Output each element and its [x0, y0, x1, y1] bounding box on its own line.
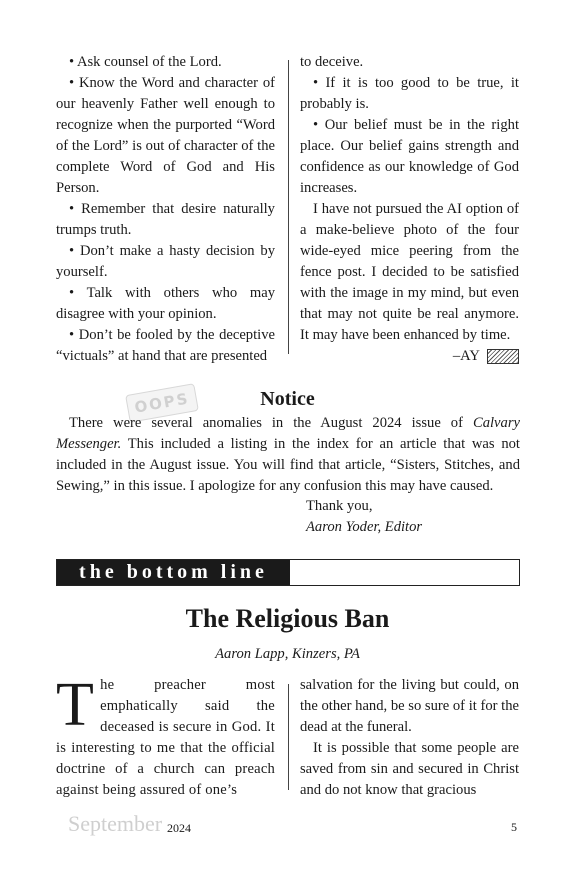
- page-number: 5: [511, 820, 517, 834]
- bullet-text: • Don’t be fooled by the deceptive “victuals” at hand that are presented: [56, 327, 275, 364]
- bullet-text: • Know the Word and character of our heavenly Father well enough to recognize when the purported “Word of the Lord” is out of character of the complete Word of God and His Person.: [56, 75, 275, 196]
- article-right-column: [300, 675, 519, 801]
- notice-title: Notice: [260, 388, 315, 410]
- section-banner-label: the bottom line: [57, 560, 290, 585]
- signature: –AY: [452, 348, 480, 364]
- paragraph: It is possible that some people are saved from sin and secured in Christ and do not know that gracious: [300, 740, 519, 798]
- paragraph: salvation for the living but could, on the other hand, be so sure of it for the dead at the funeral.: [300, 677, 519, 735]
- top-left-column: [56, 52, 275, 367]
- article-byline: Aaron Lapp, Kinzers, PA: [215, 646, 360, 662]
- oops-stamp: OOPS: [125, 383, 199, 423]
- list-item: [56, 325, 275, 367]
- bullet-text: • Talk with others who may disagree with your opinion.: [56, 285, 275, 322]
- list-item: [56, 199, 275, 241]
- article-left-column: [56, 671, 275, 801]
- list-item: [300, 73, 519, 115]
- footer-month: September: [68, 811, 163, 836]
- drop-cap: T: [56, 671, 95, 739]
- editor-signature: Aaron Yoder, Editor: [306, 519, 423, 535]
- list-item: [300, 115, 519, 199]
- bullet-text: • Ask counsel of the Lord.: [69, 54, 222, 70]
- footer-year: 2024: [167, 821, 191, 835]
- column-divider: [288, 60, 289, 354]
- publication-name: Calvary Messenger.: [56, 415, 520, 452]
- top-right-column: [300, 52, 519, 367]
- bullet-text: • If it is too good to be true, it probably is.: [300, 75, 519, 112]
- paragraph: I have not pursued the AI option of a make-believe photo of the four wide-eyed mice peering from the fence post. I decided to be satisfied with the image in my mind, but even that may not quite be real anymore. It may have been enhanced by time.: [300, 201, 519, 343]
- list-item: [56, 73, 275, 199]
- thanks-line: Thank you,: [306, 498, 373, 514]
- list-item: [56, 52, 275, 73]
- paragraph: to deceive.: [300, 54, 364, 70]
- bullet-text: • Our belief must be in the right place. Our belief gains strength and confidence as our knowledge of God increases.: [300, 117, 519, 196]
- list-item: [56, 241, 275, 283]
- bullet-text: • Don’t make a hasty decision by yourself.: [56, 243, 275, 280]
- column-divider: [288, 684, 289, 790]
- section-banner: [56, 559, 520, 586]
- notice-text: There were several anomalies in the August 2024 issue of: [69, 415, 473, 431]
- bullet-text: • Remember that desire naturally trumps truth.: [56, 201, 275, 238]
- article-title: The Religious Ban: [185, 604, 390, 633]
- list-item: [56, 283, 275, 325]
- article-text: he preacher most emphatically said the deceased is secure in God. It is interesting to me that the official doctrine of a church can preach against being assured of one’s: [56, 677, 275, 798]
- signature-image-icon: [487, 349, 519, 364]
- notice-body: [56, 413, 520, 497]
- notice-text-cont: This included a listing in the index for an article that was not included in the August issue. You will find that article, “Sisters, Stitches, and Sewing,” in this issue. I apologize for any confusion this may have caused.: [56, 436, 520, 494]
- signature-line: [300, 346, 519, 367]
